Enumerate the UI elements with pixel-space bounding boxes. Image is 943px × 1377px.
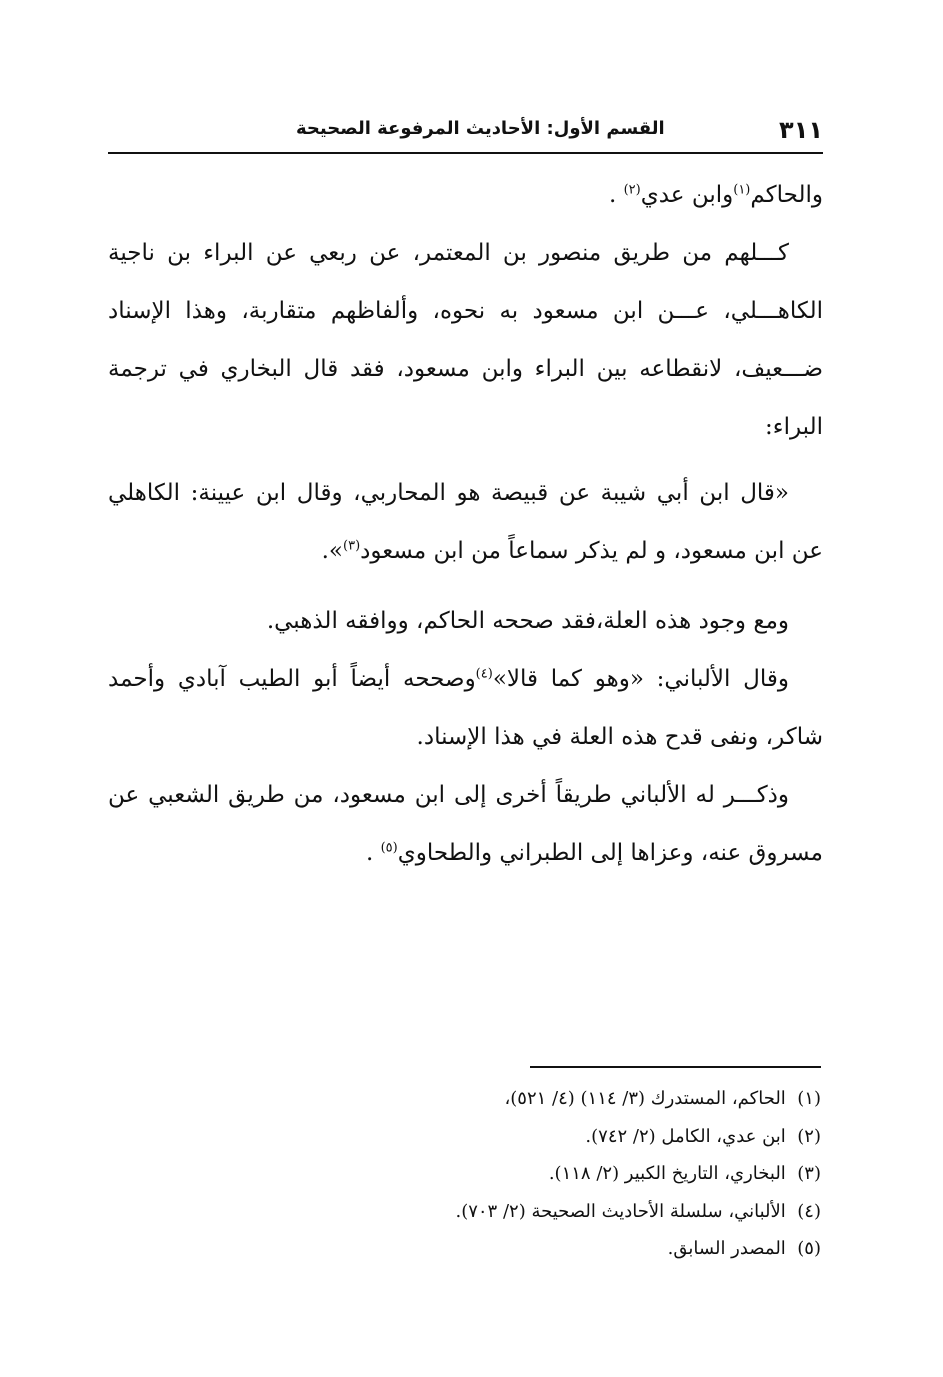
quotation-paragraph bbox=[108, 464, 823, 580]
running-header bbox=[108, 108, 823, 154]
paragraph-5 bbox=[108, 650, 823, 766]
footnote-separator bbox=[530, 1066, 821, 1068]
footnote-4 bbox=[330, 1193, 821, 1231]
footnote-5 bbox=[330, 1230, 821, 1268]
footnote-text: البخاري، التاريخ الكبير (٢/ ١١٨). bbox=[548, 1163, 786, 1184]
footnote-number: (٤) bbox=[797, 1200, 821, 1222]
paragraph-4: ومع وجود هذه العلة،فقد صححه الحاكم، ووافقه الذهبي. bbox=[266, 608, 789, 634]
footnote-number: (٣) bbox=[797, 1163, 821, 1184]
footnote-number: (٢) bbox=[797, 1125, 821, 1147]
text: وذكـــر له الألباني طريقاً أخرى إلى ابن مسعود، من طريق الشعبي عن مسروق عنه، وعزاها إلى الطبراني والطحاوي bbox=[108, 782, 823, 866]
text: . bbox=[608, 182, 624, 208]
footnote-3 bbox=[330, 1155, 821, 1193]
text: وصححه أيضاً أبو الطيب آبادي وأحمد شاكر، ونفى قدح هذه العلة في هذا الإسناد. bbox=[108, 666, 823, 750]
text: ». bbox=[321, 538, 344, 564]
footnote-number: (١) bbox=[797, 1088, 821, 1109]
footnote-1 bbox=[330, 1080, 821, 1118]
paragraph-1 bbox=[108, 166, 823, 224]
page-number: ٣١١ bbox=[779, 116, 823, 144]
text: وابن عدي bbox=[640, 182, 734, 208]
text: والحاكم bbox=[750, 182, 823, 208]
footnote-ref-1: (١) bbox=[733, 182, 751, 198]
footnote-ref-5: (٥) bbox=[380, 840, 398, 856]
footnote-text: ابن عدي، الكامل (٢/ ٧٤٢). bbox=[585, 1125, 786, 1147]
footnote-text: الألباني، سلسلة الأحاديث الصحيحة (٢/ ٧٠٣). bbox=[455, 1200, 786, 1222]
text: «قال ابن أبي شيبة عن قبيصة هو المحاربي، وقال ابن عيينة: الكاهلي عن ابن مسعود، و لم يذكر سماعاً من ابن مسعود bbox=[108, 480, 823, 564]
main-text bbox=[108, 166, 823, 882]
footnote-number: (٥) bbox=[797, 1238, 821, 1259]
footnote-text: الحاكم، المستدرك (٣/ ١١٤) (٤/ ٥٢١)، bbox=[504, 1088, 786, 1109]
paragraph-2: كـــلهم من طريق منصور بن المعتمر، عن ربعي عن البراء بن ناجية الكاهـــلي، عـــن ابن مسعود به نحوه، وألفاظهم متقاربة، وهذا الإسناد ضـــعيف، لانقطاعه بين البراء وابن مسعود، فقد قال البخاري في ترجمة البراء: bbox=[108, 240, 823, 440]
footnote-ref-3: (٣) bbox=[343, 538, 361, 554]
section-title: القسم الأول: الأحاديث المرفوعة الصحيحة bbox=[296, 118, 665, 139]
text: . bbox=[365, 840, 381, 866]
footnote-2 bbox=[330, 1118, 821, 1156]
footnote-ref-2: (٢) bbox=[623, 182, 641, 198]
footnote-ref-4: (٤) bbox=[475, 666, 493, 682]
text: وقال الألباني: «وهو كما قالا» bbox=[492, 666, 789, 692]
footnotes bbox=[330, 1080, 821, 1268]
footnote-text: المصدر السابق. bbox=[667, 1238, 786, 1259]
paragraph-6 bbox=[108, 766, 823, 882]
